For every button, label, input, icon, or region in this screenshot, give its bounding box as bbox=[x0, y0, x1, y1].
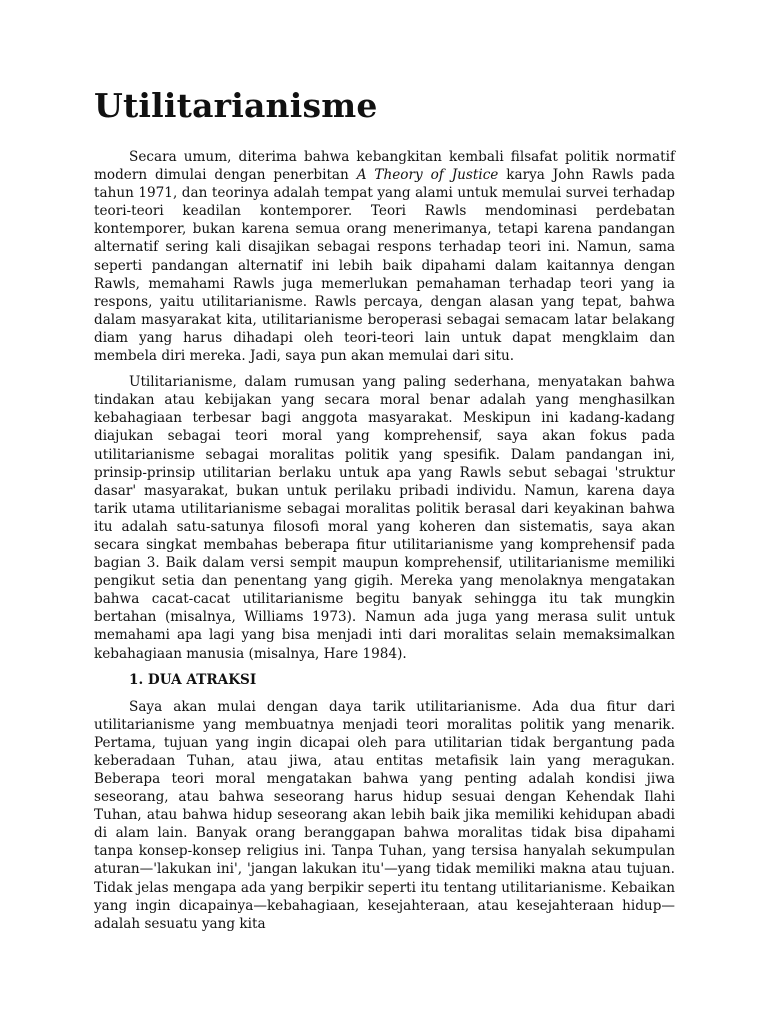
document-page bbox=[94, 84, 675, 941]
paragraph-1 bbox=[94, 148, 675, 365]
paragraph-2: Utilitarianisme, dalam rumusan yang paling sederhana, menyatakan bahwa tindakan atau kebijakan yang secara moral benar adalah yang menghasilkan kebahagiaan terbesar bagi anggota masyarakat. Meskipun ini kadang-kadang diajukan sebagai teori moral yang komprehensif, saya akan fokus pada utilitarianisme sebagai moralitas politik yang spesifik. Dalam pandangan ini, prinsip-prinsip utilitarian berlaku untuk apa yang Rawls sebut sebagai 'struktur dasar' masyarakat, bukan untuk perilaku pribadi individu. Namun, karena daya tarik utama utilitarianisme sebagai moralitas politik berasal dari keyakinan bahwa itu adalah satu-satunya filosofi moral yang koheren dan sistematis, saya akan secara singkat membahas beberapa fitur utilitarianisme yang komprehensif pada bagian 3. Baik dalam versi sempit maupun komprehensif, utilitarianisme memiliki pengikut setia dan penentang yang gigih. Mereka yang menolaknya mengatakan bahwa cacat-cacat utilitarianisme begitu banyak sehingga itu tak mungkin bertahan (misalnya, Williams 1973). Namun ada juga yang merasa sulit untuk memahami apa lagi yang bisa menjadi inti dari moralitas selain memaksimalkan kebahagiaan manusia (misalnya, Hare 1984). bbox=[94, 374, 675, 662]
page-title: Utilitarianisme bbox=[94, 86, 378, 125]
section-heading: 1. DUA ATRAKSI bbox=[129, 671, 257, 688]
document-body bbox=[94, 148, 675, 933]
paragraph-3: Saya akan mulai dengan daya tarik utilitarianisme. Ada dua fitur dari utilitarianisme yang membuatnya menjadi teori moralitas politik yang menarik. Pertama, tujuan yang ingin dicapai oleh para utilitarian tidak bergantung pada keberadaan Tuhan, atau jiwa, atau entitas metafisik lain yang meragukan. Beberapa teori moral mengatakan bahwa yang penting adalah kondisi jiwa seseorang, atau bahwa seseorang harus hidup sesuai dengan Kehendak Ilahi Tuhan, atau bahwa hidup seseorang akan lebih baik jika memiliki kehidupan abadi di alam lain. Banyak orang beranggapan bahwa moralitas tidak bisa dipahami tanpa konsep-konsep religius ini. Tanpa Tuhan, yang tersisa hanyalah sekumpulan aturan—'lakukan ini', 'jangan lakukan itu'—yang tidak memiliki makna atau tujuan. Tidak jelas mengapa ada yang berpikir seperti itu tentang utilitarianisme. Kebaikan yang ingin dicapainya—kebahagiaan, kesejahteraan, atau kesejahteraan hidup—adalah sesuatu yang kita bbox=[94, 698, 675, 932]
book-title-italic: A Theory of Justice bbox=[356, 167, 499, 184]
paragraph-1-text-start: Secara umum, diterima bahwa kebangkitan kembali filsafat politik normatif modern dimulai dengan penerbitan bbox=[94, 149, 675, 184]
paragraph-1-text-end: karya John Rawls pada tahun 1971, dan teorinya adalah tempat yang alami untuk memulai survei terhadap teori-teori keadilan kontemporer. Teori Rawls mendominasi perdebatan kontemporer, bukan karena semua orang menerimanya, tetapi karena pandangan alternatif sering kali disajikan sebagai respons terhadap teori ini. Namun, sama seperti pandangan alternatif ini lebih baik dipahami dalam kaitannya dengan Rawls, memahami Rawls juga memerlukan pemahaman terhadap teori yang ia respons, yaitu utilitarianisme. Rawls percaya, dengan alasan yang tepat, bahwa dalam masyarakat kita, utilitarianisme beroperasi sebagai semacam latar belakang diam yang harus dihadapi oleh teori-teori lain untuk dapat mengklaim dan membela diri mereka. Jadi, saya pun akan memulai dari situ. bbox=[94, 167, 675, 365]
